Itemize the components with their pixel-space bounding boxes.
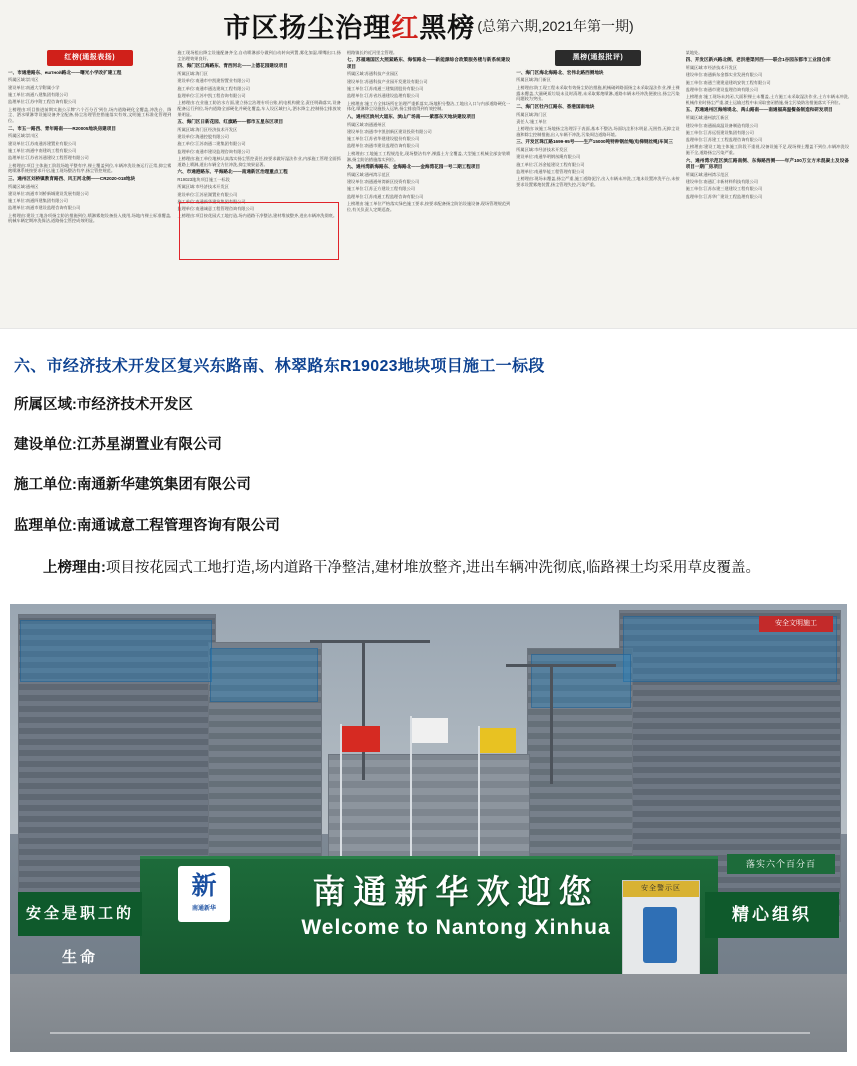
clipping-paragraph: 监理单位:江苏中凯工程咨询有限公司 <box>177 92 246 98</box>
clipping-paragraph: R19023地块项目施工一标段 <box>177 176 230 182</box>
clipping-paragraph: 四、海门区江海路东、青西河北——上德花园建设项目 <box>177 63 288 69</box>
clipping-columns <box>0 46 857 329</box>
reason-paragraph <box>14 555 843 582</box>
clipping-paragraph: 一、海门区海北海路北、宏伟北路西侧地块 <box>516 69 604 75</box>
field-label: 建设单位: <box>14 437 77 454</box>
clipping-paragraph: 三、通州区刘桥镇教育路西、风王河北侧——CR2020-018地块 <box>8 175 136 181</box>
clipping-paragraph: 七、苏福通国区大照紧路东、海恒路北——新能源综合政策服务楼与新系统建设项目 <box>346 57 511 69</box>
safety-netting <box>531 654 631 708</box>
construction-site-photo <box>10 604 847 1052</box>
field-value: 江苏星湖置业有限公司 <box>76 437 222 454</box>
clipping-paragraph: 建设单位:海通控股有限公司 <box>177 134 229 140</box>
clipping-paragraph: 二、市五一路西、青年路南——R20005地块房建项目 <box>8 125 116 131</box>
field-value: 南通诚意工程管理咨询有限公司 <box>76 517 280 534</box>
reason-label: 上榜理由: <box>43 559 106 576</box>
clipping-paragraph: 上榜理由:建设工地主体施工阶段不重视,设备设施不足,现场裸土覆盖不到位,车辆冲洗设施不全,道路扬尘污染严重。 <box>685 144 850 156</box>
safety-netting <box>210 648 318 702</box>
clipping-paragraph: 所属区域:苏通科技产业园区 <box>346 71 399 77</box>
clipping-paragraph: 上榜理由:建设工地各项扬尘防治措施到位,喷淋雾炮设备投入使用,场地内裸土标准覆盖,机械车辆定期冲洗保洁,道路扬尘管控成效明显。 <box>8 212 172 224</box>
red-list-badge: 红榜(通报表扬) <box>47 50 133 66</box>
clipping-paragraph: 九、通州湾新海路东、金海路北——金海湾花园一号二期工程项目 <box>346 163 481 169</box>
clipping-paragraph: 责任人:施工单位 <box>516 118 547 124</box>
clipping-paragraph: 一、市通港路东、ештной路北——曙光小学改扩建工程 <box>8 69 122 75</box>
clipping-paragraph: 上榜理由:项目推进前期实施公示牌'六个百分百'到位,场内道路硬化全覆盖,冲洗台、降尘、洒水喷淋等设施设备齐全配备,扬尘治理管控措施落实有效,文明施工标准化管理到位。 <box>8 106 172 124</box>
clipping-paragraph: 建设单位:江苏南通苏建置业有限公司 <box>8 140 77 146</box>
clipping-paragraph: 施工单位:江苏东建三建建设工程有限公司 <box>685 186 763 192</box>
clipping-paragraph: 上榜理由:现场未覆盖,扬尘严重,施工道路泥泞,出入车辆未冲洗,工地未设置冲洗平台,未按要求设置雾炮装置,扬尘管理失控,污染严重。 <box>516 176 680 187</box>
clipping-paragraph: 建设单位:南通新东金都实业发展有限公司 <box>685 72 763 78</box>
clipping-paragraph: 上榜理由:施工现场未封闭,大面积裸土未覆盖,土方施工未采取湿法作业,土方车辆未冲洗,机械作业时扬尘严重,渣土运输过程中未采取密闭措施,扬尘污染防治措施落实不到位。 <box>685 94 850 106</box>
clipping-paragraph: 所属区域:市经济技术开发区 <box>685 65 738 71</box>
clipping-paragraph: 所属区域:南通通州区 <box>346 121 386 127</box>
clipping-paragraph: 所属区域:市经济技术开发区 <box>177 184 229 190</box>
clipping-paragraph: 施工单位:江苏金能建设工程有限公司 <box>516 161 585 167</box>
clipping-paragraph: 施工单位:南通中南建筑工程有限公司 <box>8 147 77 153</box>
clipping-paragraph: 上榜理由:项目按花园式工地打造,场内道路干净整洁,建材堆放整齐,进出车辆冲洗彻底。 <box>177 213 338 219</box>
clipping-headline <box>223 6 475 45</box>
clipping-paragraph: 监理单位:南通市建设监理咨询有限公司 <box>346 143 420 149</box>
clipping-paragraph: 施工单位:南通新华建筑集团有限公司 <box>177 198 246 204</box>
clipping-paragraph: 所属区域:海门区 <box>516 111 547 117</box>
guard-post-header: 安全警示区 <box>623 881 699 897</box>
photo-section <box>0 600 857 1066</box>
tower-crane-jib <box>310 640 430 643</box>
safety-slogan-left: 安全是职工的生命 <box>18 892 142 936</box>
clipping-paragraph: 建设单位:南通市中凯建智置业有限公司 <box>177 78 250 84</box>
clipping-paragraph: 建设单位:江苏星湖置业有限公司 <box>177 191 238 197</box>
clipping-paragraph: 某地处。 <box>685 50 703 55</box>
clipping-paragraph: 监理单位:江苏省苏通建设工程管理有限公司 <box>8 155 89 161</box>
clipping-paragraph: 四、开发区新兴路北侧、老洪港渠河西——联合1谷园东都市工业园仓库 <box>685 57 831 63</box>
clipping-paragraph: 建设单位:南通市刘桥新城建设发展有限公司 <box>8 190 89 196</box>
guard-post <box>622 880 700 984</box>
clipping-paragraph: 监理单位:江苏中附工程咨询有限公司 <box>8 99 77 105</box>
clipping-paragraph: 监理单位:江苏建工工程监理咨询有限公司 <box>685 137 763 143</box>
clipping-paragraph: 所属区域:通州滨江新区 <box>685 115 729 121</box>
field-contractor <box>14 474 843 497</box>
clipping-paragraph: 施工单位:南通八建集团有限公司 <box>8 92 68 98</box>
clipping-paragraph: 所属区域:海门区经济技术开发区 <box>177 126 238 132</box>
safety-figure-icon <box>643 907 677 963</box>
clipping-paragraph: 所属区域:海门新区 <box>516 77 551 83</box>
clipping-paragraph: 施工单位:江苏南通二建集团有限公司 <box>177 141 246 147</box>
page-title: 六、市经济技术开发区复兴东路南、林翠路东R19023地块项目施工一标段 <box>14 358 545 375</box>
clipping-paragraph: 所属区域:海门区 <box>177 70 208 76</box>
clipping-paragraph: 上榜理由:该施工场地扬尘治理浮于表面,基本不整洁,场面坑洼积水明显,无围挡,无抑尘设施和除尘控制措施,出入车辆不冲洗,污染周边道路环境。 <box>516 126 680 137</box>
clipping-paragraph: 上榜理由:施工方全体场所在治理严重抓落实,场地积分整洁,工地出入口与内部道路硬化一体化,喷淋降尘设施投入运转,扬尘排放得到有效控制。 <box>346 100 511 112</box>
banner-top-right: 安全文明施工 <box>759 616 833 632</box>
clipping-paragraph: 所属区域:市经济技术开发区 <box>516 147 568 153</box>
clipping-paragraph: 六、通州湾示范区滨江路南侧、东海路西侧——年产100万立方米混凝土及设备项目一期厂房项目 <box>685 157 850 169</box>
clipping-paragraph: 建设单位:南通大学附属小学 <box>8 84 60 90</box>
clipping-column <box>686 50 849 329</box>
black-list-badge: 黑榜(通报批评) <box>555 50 641 66</box>
clipping-paragraph: 监理单位:江苏省苏通建设监理有限公司 <box>346 93 420 99</box>
clipping-paragraph: 所属区域:崇川区 <box>8 77 39 83</box>
clipping-paragraph: 建设单位:南通汇丰新材料科技有限公司 <box>685 178 758 184</box>
clipping-paragraph: 施工单位:江苏远恒建设集团有限公司 <box>685 129 754 135</box>
logo-subtext: 南通新华 <box>191 905 216 912</box>
clipping-paragraph: 施工单位:南通兰建建造建筑安装工程有限公司 <box>685 79 771 85</box>
clipping-paragraph: 上榜理由:施工单位地核认真落实扬尘管控责任,按要求做好湿法作业,内部施工管理全面抓道路上喷淋,道出车辆全方位冲洗,抑尘效果显著。 <box>177 156 341 167</box>
building-center <box>328 754 530 866</box>
clipping-paragraph: 所属区域:通州湾示范区 <box>346 171 390 177</box>
clipping-paragraph: 施工单位:江苏正方建设工程有限公司 <box>346 186 415 192</box>
article-section <box>0 329 857 600</box>
clipping-paragraph: 建设单位:南通华明钢丝绳有限公司 <box>516 154 581 160</box>
clipping-paragraph: 监理单位:江苏华广建设工程监理有限公司 <box>685 193 763 199</box>
clipping-paragraph: 上榜理由:防工现工程未采取有效扬尘防治措施,机械破碎路面扬尘未采取湿法作业,裸土裸露未覆盖,大量硬质垃圾未及时清理,未采取雾炮喷淋,道路车辆未经冲洗便驶出,扬尘污染问题较为突出。 <box>516 84 680 102</box>
clipping-paragraph: 监理单位:南通市建设监理咨询有限公司 <box>8 205 81 211</box>
field-value: 市经济技术开发区 <box>76 397 193 413</box>
clipping-paragraph: 施工现场租出降尘设施配备齐全,自动喷淋部分做到自动转向到置,雾化加湿,喷嘴出口,扬尘治理效果良好。 <box>177 50 341 61</box>
banner-mid-right: 落实六个百分百 <box>727 854 835 874</box>
clipping-paragraph: 建设单位:苏通科技产业园开发建设有限公司 <box>346 78 428 84</box>
clipping-paragraph: 施工单位:南通四建集团有限公司 <box>8 198 68 204</box>
clipping-paragraph: 监理单位:江苏南通工程监理咨询有限公司 <box>346 193 424 199</box>
wall-slogan-en: Welcome to Nantong Xinhua <box>301 915 611 939</box>
safety-netting <box>20 620 212 682</box>
field-value: 南通新华建筑集团有限公司 <box>76 477 251 494</box>
paved-ground <box>10 974 847 1052</box>
clipping-paragraph: 建设单位:南通福高温设备制造有限公司 <box>685 122 758 128</box>
reason-text: 项目按花园式工地打造,场内道路干净整洁,建材堆放整齐,进出车辆冲洗彻底,临路裸土均采用草皮覆盖。 <box>105 559 760 576</box>
clipping-paragraph: 八、通州区滨州大道东、滨山广场南——紫郡东天地块建设项目 <box>346 113 476 119</box>
clipping-paragraph: 相路镇长约近河里尘管理。 <box>346 50 398 55</box>
clipping-paragraph: 施工单位:江苏南通三建集团股份有限公司 <box>346 86 424 92</box>
clipping-column <box>516 50 679 329</box>
flag-red <box>342 726 380 752</box>
clipping-paragraph: 上榜理由:项目主体施工阶段场地平整有序,裸土覆盖到位,车辆冲洗设备运行正常,抑尘雾炮喷淋系统按要求开启,施工现场整洁有序,扬尘管控规范。 <box>8 162 172 174</box>
clipping-paragraph: 所属区域:通州区 <box>8 183 39 189</box>
wall-slogan-cn: 南通新华欢迎您 <box>312 871 600 911</box>
clipping-paragraph: 五、苏通通州区海绵堤北、禹山路南——南通福高温餐备制造和研发项目 <box>685 107 833 113</box>
field-label: 所属区域: <box>14 397 77 413</box>
flag-yellow <box>480 728 516 753</box>
logo-character: 新 <box>191 871 217 900</box>
clipping-paragraph: 三、开发区珠江路1699-95号——生产15000吨特种钢丝绳(电梯钢丝绳)车间三 <box>516 139 673 145</box>
clipping-paragraph: 施工单位:江苏省华建建设股份有限公司 <box>346 136 420 142</box>
clipping-paragraph: 上榜理由:在业施工防治水方面,建立扬尘治理专项台账,机电机构健全,责任明确落实,设备配备运行到位,场内道路全部硬化并硬化覆盖,车入设区域扫入,洒水降尘,控制扬尘排放效果明显。 <box>177 100 341 117</box>
tower-crane-mast <box>362 640 365 780</box>
headline-main: 市区扬尘治理 <box>223 13 392 44</box>
clipping-column <box>8 50 171 329</box>
newspaper-clipping <box>0 0 857 329</box>
flag-white <box>412 718 448 743</box>
field-region <box>14 394 843 417</box>
clipping-paragraph: 建设单位:南通通州湾新区投资有限公司 <box>346 178 420 184</box>
clipping-paragraph: 所属区域:崇川区 <box>8 133 39 139</box>
safety-slogan-right: 精心组织 <box>705 892 839 938</box>
field-supervisor <box>14 515 843 538</box>
field-label: 施工单位: <box>14 477 77 494</box>
clipping-paragraph: 五、海门区日新花园、红旗路——都市五星东区项目 <box>177 119 284 124</box>
headline-red: 红 <box>391 13 420 44</box>
clipping-paragraph: 监理单位:南通诚意工程管理咨询有限公司 <box>177 206 254 212</box>
tower-crane-jib <box>506 664 616 667</box>
clipping-paragraph: 所属区域:通州湾示范区 <box>685 171 729 177</box>
clipping-paragraph: 二、海门区牡丹江路东、香港国南地块 <box>516 103 595 109</box>
headline-black: 黑榜 <box>419 13 476 44</box>
clipping-paragraph: 上榜理由:工地施工工程规范化,现场整洁有序,裸露土方全覆盖,大型施工机械全部安装喷淋,扬尘防治措施落实到位。 <box>346 150 511 162</box>
clipping-paragraph: 建设单位:南通市中凯创新区建设投资有限公司 <box>346 128 432 134</box>
clipping-column <box>347 50 510 329</box>
tower-crane-mast <box>550 664 553 784</box>
clipping-paragraph: 施工单位:南通市通达建筑工程有限公司 <box>177 85 250 91</box>
clipping-header <box>0 0 857 46</box>
clipping-paragraph: 监理单位:南通市建设监理咨询有限公司 <box>685 87 758 93</box>
clipping-paragraph: 监理单位:南通市建设监理咨询有限公司 <box>177 148 250 154</box>
clipping-column <box>177 50 340 329</box>
field-label: 监理单位: <box>14 517 77 534</box>
headline-suffix: (总第六期,2021年第一期) <box>477 17 634 34</box>
clipping-paragraph: 上榜理由:施工单位严格落实绿色施工要求,按要求配备扬尘防治设施设备,现场管理规范到位,有关负责人定期巡查。 <box>346 200 511 212</box>
clipping-paragraph: 六、市通港路东、平海路北——南通新区治理重点工程 <box>177 169 288 175</box>
clipping-paragraph: 监理单位:南通华能工程管理有限公司 <box>516 168 585 174</box>
field-developer <box>14 434 843 457</box>
